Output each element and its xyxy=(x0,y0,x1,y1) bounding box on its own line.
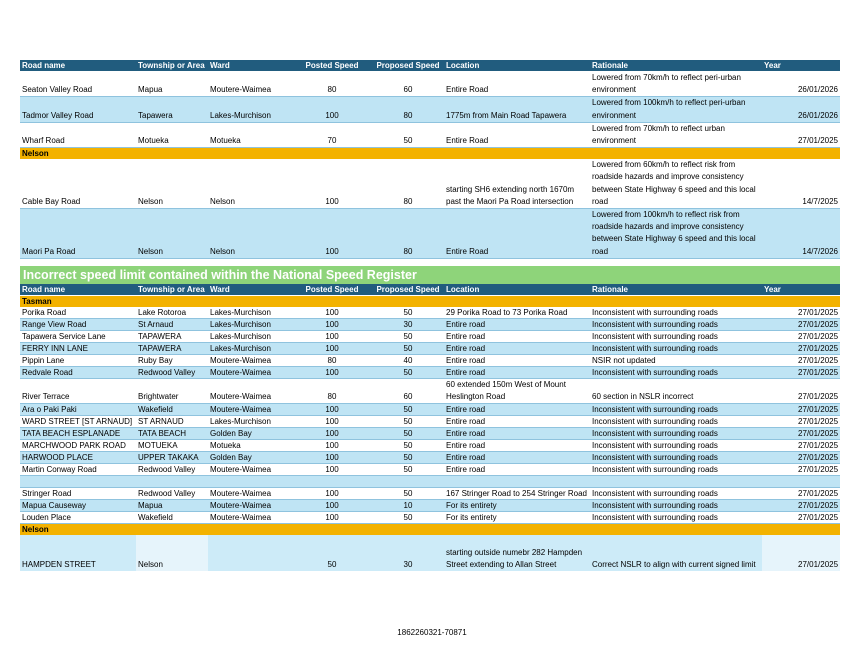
cell-town: Brightwater xyxy=(136,379,208,404)
cell-road: Tapawera Service Lane xyxy=(20,331,136,343)
cell-ward: Moutere-Waimea xyxy=(208,367,292,379)
cell-posted: 100 xyxy=(292,464,372,476)
cell-town: Redwood Valley xyxy=(136,464,208,476)
cell-proposed: 50 xyxy=(372,367,444,379)
cell-posted: 100 xyxy=(292,209,372,259)
cell-location: Entire road xyxy=(444,367,590,379)
cell-ward: Moutere-Waimea xyxy=(208,512,292,524)
cell-posted: 100 xyxy=(292,159,372,208)
cell-location: Entire Road xyxy=(444,122,590,147)
cell-ward: Nelson xyxy=(208,159,292,208)
cell-location: starting SH6 extending north 1670m past the Maori Pa Road intersection xyxy=(444,159,590,208)
cell-year: 27/01/2025 xyxy=(762,319,840,331)
cell-posted: 100 xyxy=(292,367,372,379)
cell-year: 27/01/2025 xyxy=(762,440,840,452)
cell-posted: 100 xyxy=(292,440,372,452)
table-row xyxy=(20,440,840,452)
cell-road: Martin Conway Road xyxy=(20,464,136,476)
cell-year: 26/01/2026 xyxy=(762,72,840,97)
cell-town: Nelson xyxy=(136,535,208,571)
cell-ward: Moutere-Waimea xyxy=(208,500,292,512)
cell-road: HAMPDEN STREET xyxy=(20,535,136,571)
cell-posted: 50 xyxy=(292,535,372,571)
col-header-proposed: Proposed Speed xyxy=(372,60,444,72)
cell-posted: 100 xyxy=(292,404,372,416)
cell-rationale: Lowered from 60km/h to reflect risk from roadside hazards and improve consistency between State Highway 6 speed and this local road xyxy=(590,159,762,208)
cell-posted: 80 xyxy=(292,72,372,97)
cell-year: 27/01/2025 xyxy=(762,452,840,464)
table-row xyxy=(20,209,840,259)
cell-year: 27/01/2025 xyxy=(762,416,840,428)
cell-rationale: Inconsistent with surrounding roads xyxy=(590,319,762,331)
cell-proposed: 80 xyxy=(372,97,444,122)
cell-town: Nelson xyxy=(136,159,208,208)
cell-ward: Moutere-Waimea xyxy=(208,379,292,404)
cell-year: 27/01/2025 xyxy=(762,367,840,379)
proposed-changes-table xyxy=(20,60,840,259)
col-header-rationale: Rationale xyxy=(590,284,762,296)
cell-year: 27/01/2025 xyxy=(762,535,840,571)
cell-town: Nelson xyxy=(136,209,208,259)
col-header-rationale: Rationale xyxy=(590,60,762,72)
cell-year: 27/01/2025 xyxy=(762,488,840,500)
table-row xyxy=(20,452,840,464)
cell-proposed: 50 xyxy=(372,440,444,452)
cell-year: 27/01/2025 xyxy=(762,512,840,524)
cell-location: Entire road xyxy=(444,440,590,452)
cell-ward: Lakes-Murchison xyxy=(208,319,292,331)
cell-town: Lake Rotoroa xyxy=(136,307,208,319)
cell-rationale: Inconsistent with surrounding roads xyxy=(590,512,762,524)
cell-location: Entire road xyxy=(444,428,590,440)
table-row xyxy=(20,535,840,571)
cell-proposed: 50 xyxy=(372,452,444,464)
cell-proposed: 50 xyxy=(372,512,444,524)
cell-rationale: Inconsistent with surrounding roads xyxy=(590,343,762,355)
cell-ward: Moutere-Waimea xyxy=(208,72,292,97)
cell-town: Mapua xyxy=(136,72,208,97)
cell-ward: Motueka xyxy=(208,440,292,452)
cell-location: 167 Stringer Road to 254 Stringer Road xyxy=(444,488,590,500)
cell-ward: Lakes-Murchison xyxy=(208,331,292,343)
cell-posted: 100 xyxy=(292,428,372,440)
cell-location: 1775m from Main Road Tapawera xyxy=(444,97,590,122)
cell-location: Entire road xyxy=(444,343,590,355)
cell-rationale: Inconsistent with surrounding roads xyxy=(590,440,762,452)
cell-year: 14/7/2026 xyxy=(762,209,840,259)
region-row-nelson xyxy=(20,148,840,160)
cell-posted: 100 xyxy=(292,319,372,331)
cell-location: Entire road xyxy=(444,331,590,343)
cell-proposed: 30 xyxy=(372,319,444,331)
cell-ward xyxy=(208,535,292,571)
cell-location: 29 Porika Road to 73 Porika Road xyxy=(444,307,590,319)
cell-rationale: Correct NSLR to align with current signed limit xyxy=(590,535,762,571)
cell-road: River Terrace xyxy=(20,379,136,404)
col-header-road: Road name xyxy=(20,284,136,296)
cell-year: 27/01/2025 xyxy=(762,428,840,440)
cell-proposed: 50 xyxy=(372,307,444,319)
cell-posted: 100 xyxy=(292,97,372,122)
cell-year: 27/01/2025 xyxy=(762,464,840,476)
col-header-location: Location xyxy=(444,284,590,296)
cell-location: For its entirety xyxy=(444,512,590,524)
cell-posted: 100 xyxy=(292,416,372,428)
table-row xyxy=(20,319,840,331)
table-row xyxy=(20,428,840,440)
cell-rationale: Inconsistent with surrounding roads xyxy=(590,404,762,416)
col-header-proposed: Proposed Speed xyxy=(372,284,444,296)
cell-ward: Motueka xyxy=(208,122,292,147)
cell-rationale: Inconsistent with surrounding roads xyxy=(590,488,762,500)
col-header-location: Location xyxy=(444,60,590,72)
cell-town: Redwood Valley xyxy=(136,367,208,379)
cell-proposed: 50 xyxy=(372,343,444,355)
cell-road: HARWOOD PLACE xyxy=(20,452,136,464)
cell-posted: 100 xyxy=(292,500,372,512)
cell-town: St Arnaud xyxy=(136,319,208,331)
cell-location: Entire Road xyxy=(444,72,590,97)
cell-location: Entire road xyxy=(444,355,590,367)
cell-posted: 100 xyxy=(292,307,372,319)
cell-proposed: 40 xyxy=(372,355,444,367)
cell-proposed: 80 xyxy=(372,209,444,259)
cell-year: 27/01/2025 xyxy=(762,500,840,512)
cell-road: Range View Road xyxy=(20,319,136,331)
region-label: Nelson xyxy=(20,524,840,536)
cell-proposed: 80 xyxy=(372,159,444,208)
cell-rationale: 60 section in NSLR incorrect xyxy=(590,379,762,404)
cell-road: Cable Bay Road xyxy=(20,159,136,208)
cell-rationale: Inconsistent with surrounding roads xyxy=(590,500,762,512)
cell-town: Mapua xyxy=(136,500,208,512)
cell-posted: 100 xyxy=(292,512,372,524)
table-row xyxy=(20,307,840,319)
cell-proposed: 10 xyxy=(372,500,444,512)
cell-rationale xyxy=(590,476,762,488)
cell-year: 27/01/2025 xyxy=(762,404,840,416)
cell-ward: Lakes-Murchison xyxy=(208,97,292,122)
table-row xyxy=(20,488,840,500)
cell-posted: 100 xyxy=(292,343,372,355)
col-header-posted: Posted Speed xyxy=(292,60,372,72)
cell-rationale: Inconsistent with surrounding roads xyxy=(590,331,762,343)
cell-road: Louden Place xyxy=(20,512,136,524)
cell-town: ST ARNAUD xyxy=(136,416,208,428)
cell-ward: Moutere-Waimea xyxy=(208,404,292,416)
cell-town xyxy=(136,476,208,488)
incorrect-speed-table xyxy=(20,266,840,571)
table-row xyxy=(20,97,840,122)
col-header-town: Township or Area xyxy=(136,284,208,296)
cell-ward: Golden Bay xyxy=(208,452,292,464)
cell-town: Redwood Valley xyxy=(136,488,208,500)
page-footer-id: 1862260321-70871 xyxy=(397,628,467,637)
cell-location: starting outside numebr 282 Hampden Street extending to Allan Street xyxy=(444,535,590,571)
cell-rationale: Lowered from 70km/h to reflect peri-urban environment xyxy=(590,72,762,97)
cell-proposed: 50 xyxy=(372,416,444,428)
table-row xyxy=(20,464,840,476)
cell-road: Mapua Causeway xyxy=(20,500,136,512)
col-header-year: Year xyxy=(762,60,840,72)
table-row xyxy=(20,355,840,367)
cell-posted xyxy=(292,476,372,488)
cell-road: Seaton Valley Road xyxy=(20,72,136,97)
col-header-ward: Ward xyxy=(208,284,292,296)
region-label: Tasman xyxy=(20,296,840,308)
cell-road: MARCHWOOD PARK ROAD xyxy=(20,440,136,452)
cell-year: 27/01/2025 xyxy=(762,379,840,404)
cell-location: Entire Road xyxy=(444,209,590,259)
cell-rationale: Inconsistent with surrounding roads xyxy=(590,416,762,428)
table-row xyxy=(20,500,840,512)
cell-town: MOTUEKA xyxy=(136,440,208,452)
cell-year: 26/01/2026 xyxy=(762,97,840,122)
cell-ward: Moutere-Waimea xyxy=(208,464,292,476)
cell-location: Entire road xyxy=(444,319,590,331)
cell-rationale: Inconsistent with surrounding roads xyxy=(590,367,762,379)
cell-ward: Lakes-Murchison xyxy=(208,416,292,428)
cell-year: 27/01/2025 xyxy=(762,331,840,343)
cell-road: Stringer Road xyxy=(20,488,136,500)
cell-town: Tapawera xyxy=(136,97,208,122)
cell-road xyxy=(20,476,136,488)
cell-ward: Moutere-Waimea xyxy=(208,488,292,500)
cell-town: TATA BEACH xyxy=(136,428,208,440)
cell-proposed: 30 xyxy=(372,535,444,571)
table-row xyxy=(20,367,840,379)
cell-town: TAPAWERA xyxy=(136,331,208,343)
table-row xyxy=(20,331,840,343)
table-row xyxy=(20,476,840,488)
table-row xyxy=(20,159,840,208)
col-header-posted: Posted Speed xyxy=(292,284,372,296)
table-row xyxy=(20,72,840,97)
table-row xyxy=(20,416,840,428)
cell-town: UPPER TAKAKA xyxy=(136,452,208,464)
cell-ward: Lakes-Murchison xyxy=(208,307,292,319)
cell-proposed: 50 xyxy=(372,404,444,416)
header-row xyxy=(20,284,840,296)
cell-location: Entire road xyxy=(444,416,590,428)
cell-rationale: Inconsistent with surrounding roads xyxy=(590,307,762,319)
cell-proposed: 60 xyxy=(372,379,444,404)
cell-posted: 80 xyxy=(292,379,372,404)
cell-ward: Nelson xyxy=(208,209,292,259)
cell-town: TAPAWERA xyxy=(136,343,208,355)
col-header-town: Township or Area xyxy=(136,60,208,72)
col-header-year: Year xyxy=(762,284,840,296)
cell-rationale: Lowered from 70km/h to reflect urban environment xyxy=(590,122,762,147)
table-row xyxy=(20,122,840,147)
cell-ward: Golden Bay xyxy=(208,428,292,440)
cell-posted: 100 xyxy=(292,488,372,500)
cell-posted: 70 xyxy=(292,122,372,147)
cell-proposed: 50 xyxy=(372,428,444,440)
cell-posted: 100 xyxy=(292,452,372,464)
cell-year: 27/01/2025 xyxy=(762,355,840,367)
cell-location: Entire road xyxy=(444,452,590,464)
cell-rationale: NSIR not updated xyxy=(590,355,762,367)
region-label: Nelson xyxy=(20,148,840,160)
cell-rationale: Lowered from 100km/h to reflect peri-urban environment xyxy=(590,97,762,122)
col-header-road: Road name xyxy=(20,60,136,72)
section-title: Incorrect speed limit contained within the National Speed Register xyxy=(20,266,840,284)
cell-town: Motueka xyxy=(136,122,208,147)
cell-road: Redvale Road xyxy=(20,367,136,379)
cell-road: TATA BEACH ESPLANADE xyxy=(20,428,136,440)
cell-proposed: 50 xyxy=(372,464,444,476)
cell-road: Maori Pa Road xyxy=(20,209,136,259)
cell-proposed: 50 xyxy=(372,331,444,343)
region-row-tasman xyxy=(20,296,840,308)
cell-road: Pippin Lane xyxy=(20,355,136,367)
cell-location: Entire road xyxy=(444,404,590,416)
cell-road: Wharf Road xyxy=(20,122,136,147)
cell-year: 27/01/2025 xyxy=(762,343,840,355)
cell-posted: 100 xyxy=(292,331,372,343)
cell-ward xyxy=(208,476,292,488)
table-row xyxy=(20,343,840,355)
col-header-ward: Ward xyxy=(208,60,292,72)
table-row xyxy=(20,512,840,524)
cell-road: Ara o Paki Paki xyxy=(20,404,136,416)
cell-ward: Lakes-Murchison xyxy=(208,343,292,355)
cell-rationale: Inconsistent with surrounding roads xyxy=(590,464,762,476)
cell-road: FERRY INN LANE xyxy=(20,343,136,355)
cell-rationale: Inconsistent with surrounding roads xyxy=(590,428,762,440)
region-row-nelson-2 xyxy=(20,524,840,536)
section-banner-row xyxy=(20,266,840,284)
cell-year xyxy=(762,476,840,488)
cell-road: Porika Road xyxy=(20,307,136,319)
cell-location: For its entirety xyxy=(444,500,590,512)
cell-proposed xyxy=(372,476,444,488)
cell-proposed: 50 xyxy=(372,122,444,147)
table-row xyxy=(20,404,840,416)
table-row xyxy=(20,379,840,404)
cell-posted: 80 xyxy=(292,355,372,367)
cell-rationale: Inconsistent with surrounding roads xyxy=(590,452,762,464)
cell-year: 27/01/2025 xyxy=(762,122,840,147)
cell-location xyxy=(444,476,590,488)
cell-road: WARD STREET [ST ARNAUD] xyxy=(20,416,136,428)
cell-ward: Moutere-Waimea xyxy=(208,355,292,367)
cell-town: Wakefield xyxy=(136,404,208,416)
header-row xyxy=(20,60,840,72)
cell-location: Entire road xyxy=(444,464,590,476)
cell-year: 14/7/2025 xyxy=(762,159,840,208)
cell-year: 27/01/2025 xyxy=(762,307,840,319)
cell-proposed: 60 xyxy=(372,72,444,97)
cell-road: Tadmor Valley Road xyxy=(20,97,136,122)
cell-rationale: Lowered from 100km/h to reflect risk from roadside hazards and improve consistency between State Highway 6 speed and this local road xyxy=(590,209,762,259)
cell-proposed: 50 xyxy=(372,488,444,500)
cell-location: 60 extended 150m West of Mount Heslington Road xyxy=(444,379,590,404)
cell-town: Ruby Bay xyxy=(136,355,208,367)
cell-town: Wakefield xyxy=(136,512,208,524)
